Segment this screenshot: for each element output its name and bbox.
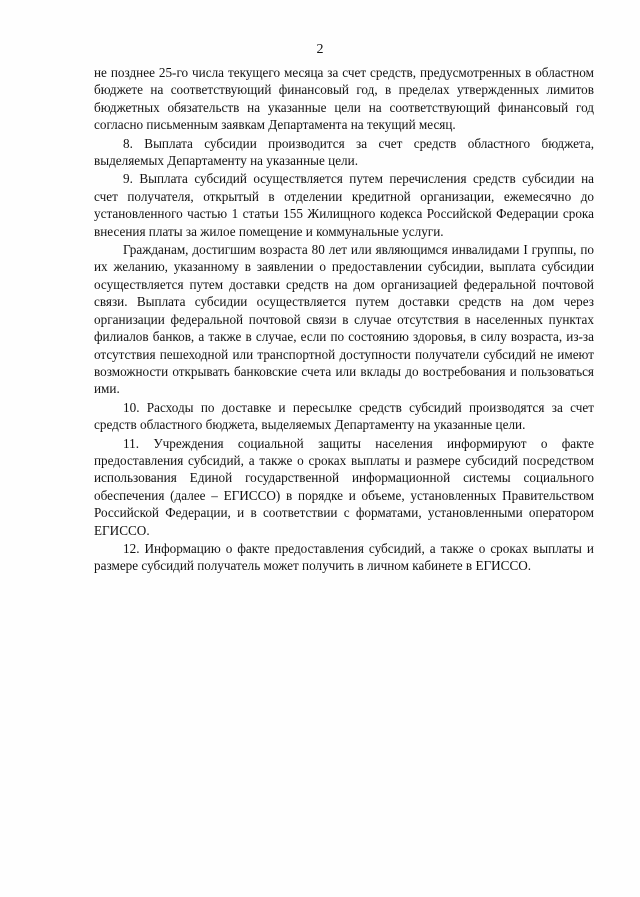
- paragraph-item-8: 8. Выплата субсидии производится за счет средств областного бюджета, выделяемых Департаменту на указанные цели.: [94, 135, 594, 169]
- paragraph-item-11: 11. Учреждения социальной защиты населения информируют о факте предоставления субсидий, а также о сроках выплаты и размере субсидий посредством использования Единой государственной информационной системы социального обеспечения (далее – ЕГИССО) в порядке и объеме, установленных Правительством Российской Федерации, и в соответствии с форматами, установленными оператором ЕГИССО.: [94, 435, 594, 538]
- paragraph-continuation: не позднее 25-го числа текущего месяца за счет средств, предусмотренных в областном бюджете на соответствующий финансовый год, в пределах утвержденных лимитов бюджетных обязательств на указанные цели на соответствующий финансовый год согласно письменным заявкам Департамента на текущий месяц.: [94, 65, 594, 133]
- paragraph-item-12: 12. Информацию о факте предоставления субсидий, а также о сроках выплаты и размере субсидий получатель может получить в личном кабинете в ЕГИССО.: [94, 540, 594, 574]
- paragraph-item-10: 10. Расходы по доставке и пересылке средств субсидий производятся за счет средств областного бюджета, выделяемых Департаменту на указанные цели.: [94, 399, 594, 433]
- document-body: [94, 64, 594, 575]
- page-number: 2: [316, 42, 324, 57]
- paragraph-item-9: 9. Выплата субсидий осуществляется путем перечисления средств субсидии на счет получателя, открытый в отделении кредитной организации, ежемесячно до установленного частью 1 статьи 155 Жилищного кодекса Российской Федерации срока внесения платы за жилое помещение и коммунальные услуги.: [94, 171, 594, 239]
- paragraph-item-9-extra: Гражданам, достигшим возраста 80 лет или являющимся инвалидами I группы, по их желанию, указанному в заявлении о предоставлении субсидии, выплата субсидии осуществляется путем доставки средств на дом организацией федеральной почтовой связи. Выплата субсидии осуществляется путем доставки средств на дом через организации федеральной почтовой связи в случае отсутствия в населенных пунктах филиалов банков, а также в случае, если по состоянию здоровья, в силу возраста, из-за отсутствия пешеходной или транспортной доступности получатели субсидий не имеют возможности открывать банковские счета или вклады до востребования и пользоваться ими.: [94, 242, 594, 397]
